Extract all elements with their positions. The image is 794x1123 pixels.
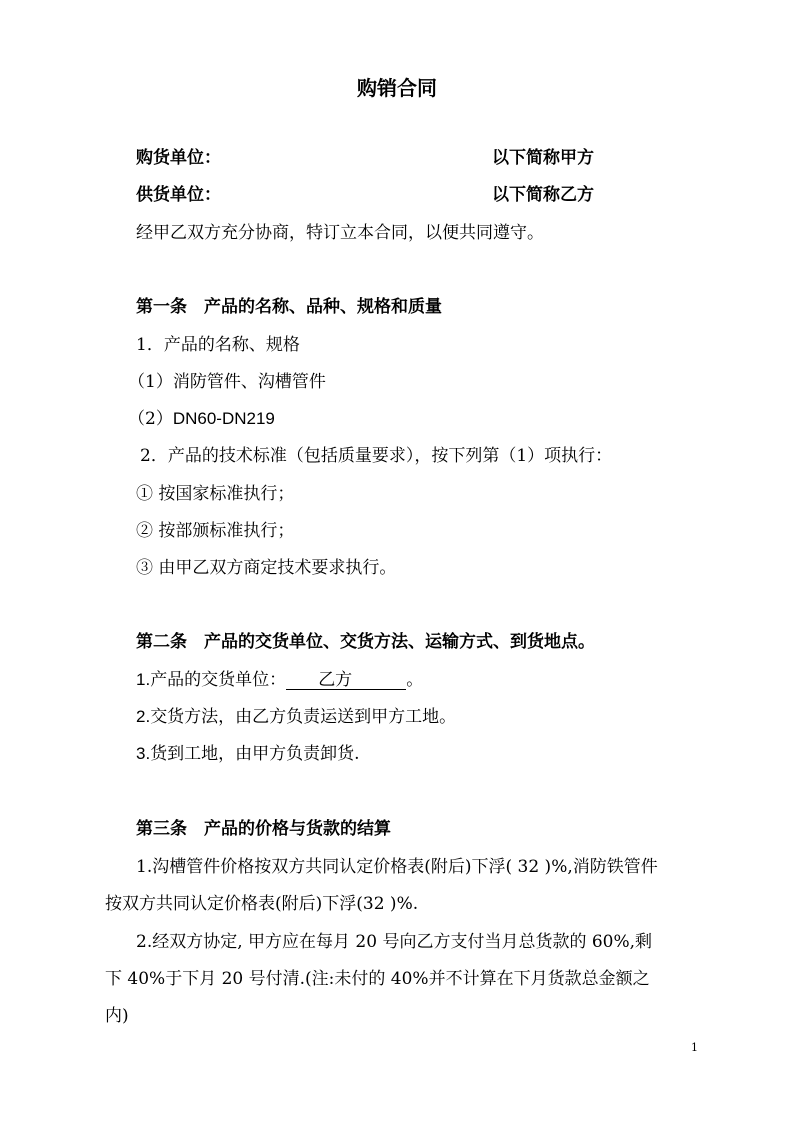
buyer-label: 购货单位： — [136, 148, 221, 168]
article-1-item-1: 1．产品的名称、规格 — [136, 335, 300, 355]
article-2-item-3 — [136, 744, 360, 764]
article-3-paragraph-2-line-3: 内) — [105, 1006, 129, 1026]
article-3-heading: 第三条 产品的价格与货款的结算 — [136, 819, 391, 839]
article-1-item-2: 2．产品的技术标准（包括质量要求），按下列第（1）项执行： — [140, 446, 613, 466]
article-1-sub-2-prefix: （2） — [128, 409, 173, 429]
article-1-option-3: ③ 由甲乙双方商定技术要求执行。 — [136, 558, 397, 578]
article-2-item-1-label: 产品的交货单位： — [150, 670, 287, 690]
article-1-sub-2-value: DN60-DN219 — [172, 409, 275, 428]
article-2-item-2-text: 交货方法，由乙方负责运送到甲方工地。 — [150, 707, 457, 727]
article-2-heading: 第二条 产品的交货单位、交货方法、运输方式、到货地点。 — [136, 632, 595, 652]
article-2-item-2-number: 2. — [136, 707, 151, 726]
article-2-item-1 — [136, 670, 423, 690]
article-2-item-3-text: 货到工地，由甲方负责卸货. — [150, 744, 360, 764]
article-2-item-3-number: 3. — [136, 744, 151, 763]
supplier-label: 供货单位： — [136, 185, 221, 205]
article-3-paragraph-2-line-2: 下 40%于下月 20 号付清.(注:未付的 40%并不计算在下月货款总金额之 — [105, 969, 650, 989]
article-1-sub-2 — [128, 409, 275, 429]
article-1-sub-1: （1）消防管件、沟槽管件 — [128, 372, 326, 392]
article-3-paragraph-2-line-1: 2.经双方协定, 甲方应在每月 20 号向乙方支付当月总货款的 60%,剩 — [136, 932, 653, 952]
delivery-unit-value: 乙方 — [286, 671, 406, 690]
page-number: 1 — [691, 1041, 698, 1054]
article-2-item-1-number: 1. — [136, 670, 151, 689]
buyer-alias: 以下简称甲方 — [492, 148, 594, 168]
article-3-paragraph-1-line-2: 按双方共同认定价格表(附后)下浮(32 )%. — [105, 894, 419, 914]
supplier-alias: 以下简称乙方 — [492, 185, 594, 205]
article-2-item-1-end: 。 — [406, 670, 424, 690]
article-1-option-1: ① 按国家标准执行； — [136, 484, 295, 504]
intro-paragraph: 经甲乙双方充分协商，特订立本合同，以便共同遵守。 — [136, 223, 544, 243]
document-title: 购销合同 — [357, 76, 437, 100]
article-1-heading: 第一条 产品的名称、品种、规格和质量 — [136, 297, 442, 317]
article-2-item-2 — [136, 707, 456, 727]
article-3-paragraph-1-line-1: 1.沟槽管件价格按双方共同认定价格表(附后)下浮( 32 )%,消防铁管件 — [136, 857, 658, 877]
article-1-option-2: ② 按部颁标准执行； — [136, 521, 295, 541]
